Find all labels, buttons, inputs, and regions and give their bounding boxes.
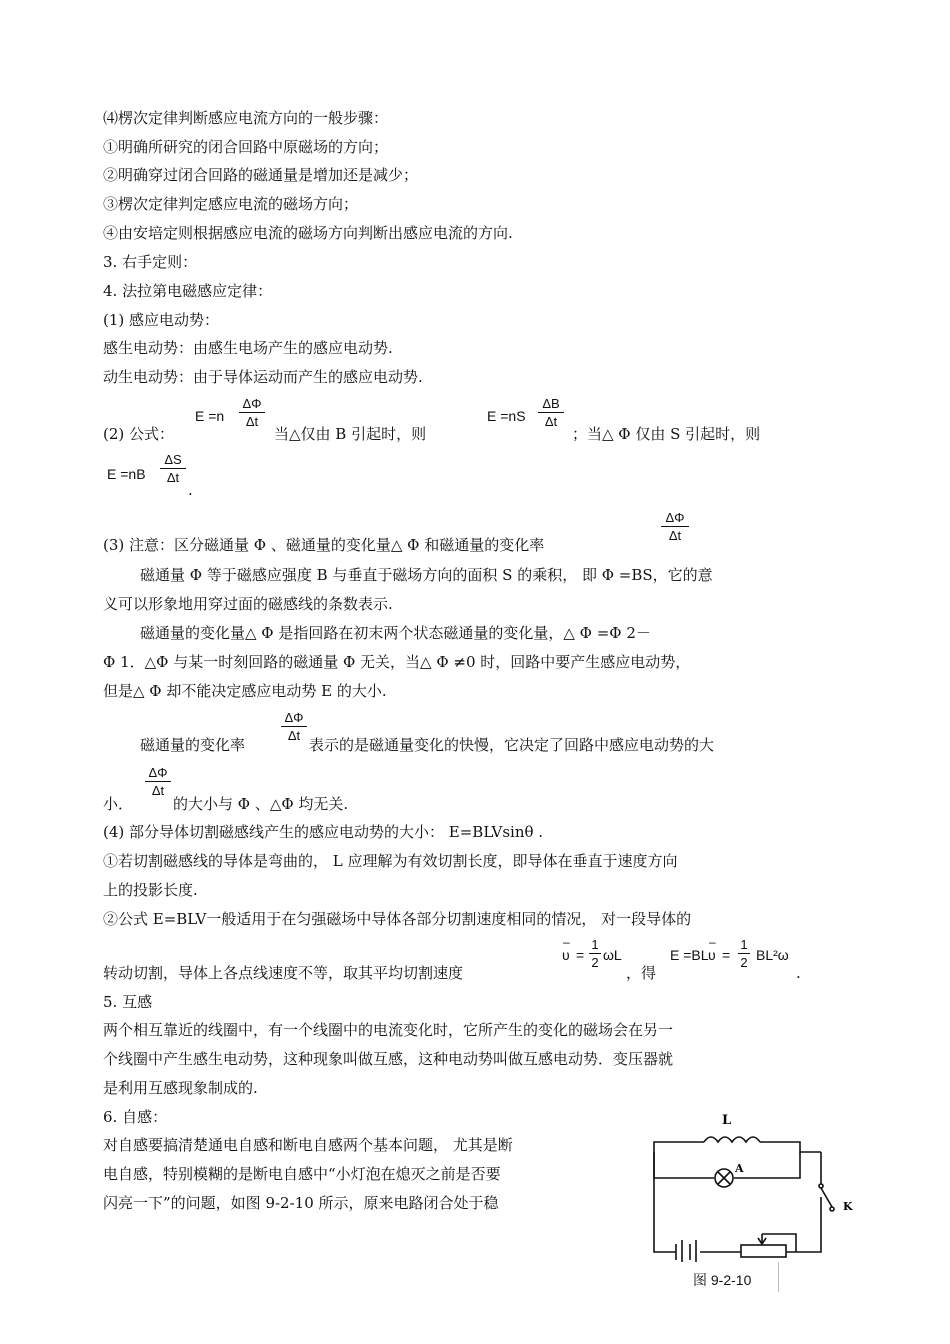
formula-condition-b: 当△仅由 B 引起时，则 bbox=[274, 425, 427, 443]
section-4-heading: 4. 法拉第电磁感应定律： bbox=[103, 282, 273, 300]
step-2: ②明确穿过闭合回路的磁通量是增加还是减少； bbox=[103, 166, 419, 184]
motional-emf-definition: 动生电动势：由于导体运动而产生的感应电动势. bbox=[103, 368, 423, 386]
fraction-dphi-dt-note: ΔΦ Δt bbox=[661, 510, 689, 543]
flux-rate-text: 表示的是磁通量变化的快慢，它决定了回路中感应电动势的大 bbox=[309, 736, 715, 754]
formula-end-period: . bbox=[188, 481, 193, 499]
flux-rate-small: 小． bbox=[103, 795, 134, 813]
vbar-equals-2: = bbox=[722, 947, 731, 963]
flux-change-paragraph-3: 但是△ Φ 却不能决定感应电动势 E 的大小. bbox=[103, 682, 387, 700]
figure-divider bbox=[778, 1262, 779, 1292]
fraction-db-dt: ΔB Δt bbox=[538, 396, 564, 429]
formula-condition-s: ；当△ Φ 仅由 S 引起时，则 bbox=[572, 425, 761, 443]
fraction-ds-dt: ΔS Δt bbox=[160, 452, 186, 485]
vbar-symbol-2: υ bbox=[708, 947, 716, 963]
flux-change-paragraph-2: Φ 1．△Φ 与某一时刻回路的磁通量 Φ 无关，当△ Φ ≠0 时，回路中要产生感应电动势， bbox=[103, 653, 691, 671]
subsection-1: (1) 感应电动势： bbox=[103, 311, 220, 329]
circuit-diagram bbox=[636, 1112, 866, 1262]
formula-3-lhs: E =nB bbox=[107, 466, 146, 482]
mutual-induction-2: 个线圈中产生感生电动势，这种现象叫做互感，这种电动势叫做互感电动势．变压器就 bbox=[103, 1050, 674, 1068]
lamp-label: A bbox=[735, 1162, 744, 1175]
fraction-one-half-b: 1 2 bbox=[738, 937, 750, 970]
blv-end-period: . bbox=[796, 964, 801, 982]
step-3: ③楞次定律判定感应电流的磁场方向； bbox=[103, 195, 359, 213]
switch-label: K bbox=[843, 1200, 853, 1213]
flux-paragraph-1: 磁通量 Φ 等于磁感应强度 B 与垂直于磁场方向的面积 S 的乘积， 即 Φ =BS，它的意 bbox=[140, 566, 713, 584]
figure-caption: 图 9-2-10 bbox=[693, 1272, 752, 1288]
inductor-label: L bbox=[722, 1113, 732, 1128]
fraction-dphi-dt-rate: ΔΦ Δt bbox=[281, 710, 307, 743]
mutual-induction-1: 两个相互靠近的线圈中，有一个线圈中的电流变化时，它所产生的变化的磁场会在另一 bbox=[103, 1021, 674, 1039]
vbar-overbar: – bbox=[563, 935, 570, 949]
note-heading: (3) 注意：区分磁通量 Φ 、磁通量的变化量△ Φ 和磁通量的变化率 bbox=[103, 536, 545, 554]
omega-l: ωL bbox=[603, 947, 622, 963]
fraction-one-half-a: 1 2 bbox=[589, 937, 601, 970]
formula-label: (2) 公式： bbox=[103, 425, 175, 443]
flux-rate-tail: 的大小与 Φ 、△Φ 均无关. bbox=[173, 795, 349, 813]
flux-paragraph-2: 义可以形象地用穿过面的磁感线的条数表示. bbox=[103, 595, 393, 613]
formula-4-lhs: E =BL bbox=[670, 947, 709, 963]
mutual-induction-3: 是利用互感现象制成的. bbox=[103, 1079, 258, 1097]
blv-formula-2: 转动切割，导体上各点线速度不等，取其平均切割速度 bbox=[103, 964, 464, 982]
curved-conductor-1: ①若切割磁感线的导体是弯曲的， L 应理解为有效切割长度，即导体在垂直于速度方向 bbox=[103, 852, 678, 870]
self-induction-3: 闪亮一下”的问题，如图 9-2-10 所示，原来电路闭合处于稳 bbox=[103, 1194, 499, 1212]
section-4-part-4: (4) 部分导体切割磁感线产生的感应电动势的大小： E=BLVsinθ . bbox=[103, 823, 544, 841]
section-3-heading: 3. 右手定则： bbox=[103, 253, 198, 271]
formula-2-lhs: E =nS bbox=[487, 408, 526, 424]
bl2-omega: BL²ω bbox=[756, 947, 789, 963]
fraction-dphi-dt: ΔΦ Δt bbox=[239, 396, 265, 429]
fraction-dphi-dt-size: ΔΦ Δt bbox=[145, 765, 171, 798]
step-heading: ⑷楞次定律判断感应电流方向的一般步骤： bbox=[103, 109, 389, 127]
flux-change-paragraph-1: 磁通量的变化量△ Φ 是指回路在初末两个状态磁通量的变化量，△ Φ =Φ 2－ bbox=[140, 624, 651, 642]
step-4: ④由安培定则根据感应电流的磁场方向判断出感应电流的方向. bbox=[103, 224, 513, 242]
vbar-equals: = bbox=[576, 947, 585, 963]
flux-rate-label: 磁通量的变化率 bbox=[140, 736, 246, 754]
step-1: ①明确所研究的闭合回路中原磁场的方向； bbox=[103, 138, 389, 156]
vbar-overbar-2: – bbox=[709, 935, 716, 949]
section-5-heading: 5. 互感 bbox=[103, 993, 153, 1011]
formula-1-lhs: E =n bbox=[195, 408, 225, 424]
section-6-heading: 6. 自感： bbox=[103, 1108, 168, 1126]
vbar-symbol: υ bbox=[562, 947, 570, 963]
blv-de: ，得 bbox=[626, 964, 657, 982]
induced-emf-definition: 感生电动势：由感生电场产生的感应电动势. bbox=[103, 339, 393, 357]
curved-conductor-2: 上的投影长度. bbox=[103, 881, 198, 899]
self-induction-1: 对自感要搞清楚通电自感和断电自感两个基本问题， 尤其是断 bbox=[103, 1136, 513, 1154]
blv-formula-1: ②公式 E=BLV一般适用于在匀强磁场中导体各部分切割速度相同的情况， 对一段导体的 bbox=[103, 910, 692, 928]
self-induction-2: 电自感，特别模糊的是断电自感中“小灯泡在熄灭之前是否要 bbox=[103, 1165, 501, 1183]
